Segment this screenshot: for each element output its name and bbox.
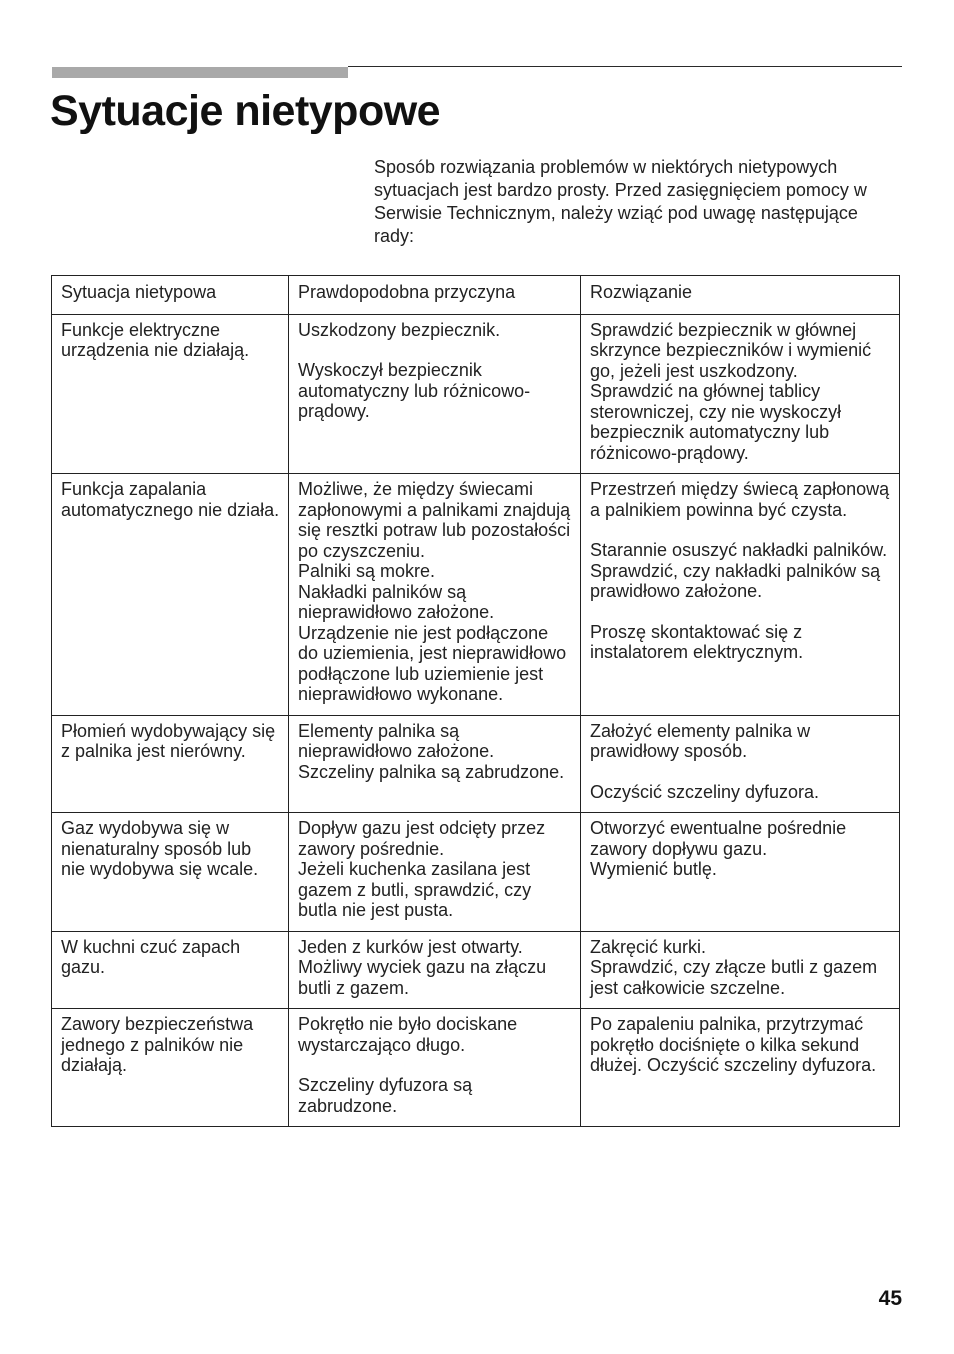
table-header-row <box>52 276 900 315</box>
cause-text: Elementy palnika są nieprawidłowo założone. <box>298 720 495 761</box>
cause-paragraph <box>298 479 572 705</box>
table-row <box>52 474 900 716</box>
cause-text: Uszkodzony bezpiecznik. <box>298 319 501 340</box>
solution-text: Zakręcić kurki. <box>590 936 707 957</box>
page-title: Sytuacje nietypowe <box>50 87 441 135</box>
cause-text: Wyskoczył bezpiecznik automatyczny lub różnicowo-prądowy. <box>298 360 531 421</box>
solution-text: Sprawdzić na głównej tablicy sterowniczej, czy nie wyskoczył bezpiecznik automatyczny lub różnicowo-prądowy. <box>590 381 842 463</box>
troubleshooting-table <box>51 275 900 1127</box>
cause-paragraph <box>298 1014 572 1055</box>
cause-paragraph <box>298 320 572 341</box>
cause-text: Urządzenie nie jest podłączone do uziemienia, jest nieprawidłowo podłączone lub uziemienie jest nieprawidłowo wykonane. <box>298 622 567 704</box>
solution-paragraph <box>590 818 891 880</box>
cause-text: Szczeliny palnika są zabrudzone. <box>298 761 565 782</box>
situation-cell <box>52 1009 289 1127</box>
cause-text: Jeden z kurków jest otwarty. <box>298 936 523 957</box>
cause-cell <box>289 931 581 1009</box>
solution-text: Sprawdzić, czy nakładki palników są prawidłowo założone. <box>590 560 881 601</box>
table-row <box>52 931 900 1009</box>
situation-cell <box>52 931 289 1009</box>
page-number: 45 <box>878 1287 902 1310</box>
solution-cell <box>581 931 900 1009</box>
solution-paragraph <box>590 721 891 762</box>
header-rule-accent <box>52 67 348 78</box>
cause-paragraph <box>298 818 572 921</box>
situation-cell <box>52 474 289 716</box>
solution-paragraph <box>590 479 891 520</box>
cause-paragraph <box>298 1075 572 1116</box>
solution-paragraph <box>590 622 891 663</box>
solution-text: Przestrzeń między świecą zapłonową a palnikiem powinna być czysta. <box>590 479 890 520</box>
cause-text: Dopływ gazu jest odcięty przez zawory pośrednie. <box>298 818 546 859</box>
solution-cell <box>581 474 900 716</box>
cause-text: Nakładki palników są nieprawidłowo założone. <box>298 581 495 622</box>
situation-text: Funkcje elektryczne urządzenia nie działają. <box>61 319 250 360</box>
column-header-cause: Prawdopodobna przyczyna <box>289 276 581 315</box>
solution-text: Sprawdzić, czy złącze butli z gazem jest całkowicie szczelne. <box>590 957 878 998</box>
cause-cell <box>289 474 581 716</box>
cause-paragraph <box>298 360 572 422</box>
table-body <box>52 314 900 1127</box>
cause-text: Palniki są mokre. <box>298 561 436 581</box>
cause-cell <box>289 1009 581 1127</box>
situation-text: Funkcja zapalania automatycznego nie działa. <box>61 479 280 520</box>
cause-text: Pokrętło nie było dociskane wystarczająco długo. <box>298 1014 518 1055</box>
cause-cell <box>289 715 581 813</box>
situation-cell <box>52 715 289 813</box>
solution-cell <box>581 314 900 474</box>
cause-text: Jeżeli kuchenka zasilana jest gazem z butli, sprawdzić, czy butla nie jest pusta. <box>298 859 532 920</box>
situation-cell <box>52 314 289 474</box>
solution-cell <box>581 715 900 813</box>
solution-cell <box>581 813 900 932</box>
situation-text: Zawory bezpieczeństwa jednego z palników nie działają. <box>61 1014 254 1075</box>
cause-cell <box>289 813 581 932</box>
column-header-situation: Sytuacja nietypowa <box>52 276 289 315</box>
solution-paragraph <box>590 937 891 999</box>
cause-text: Możliwy wyciek gazu na złączu butli z gazem. <box>298 957 547 998</box>
column-header-solution: Rozwiązanie <box>581 276 900 315</box>
solution-text: Proszę skontaktować się z instalatorem elektrycznym. <box>590 621 804 662</box>
solution-paragraph <box>590 540 891 602</box>
solution-text: Otworzyć ewentualne pośrednie zawory dopływu gazu. <box>590 818 847 859</box>
cause-paragraph <box>298 721 572 783</box>
header-rule <box>348 66 902 67</box>
cause-text: Szczeliny dyfuzora są zabrudzone. <box>298 1075 473 1116</box>
situation-text: W kuchni czuć zapach gazu. <box>61 936 241 977</box>
table-row <box>52 813 900 932</box>
table-row <box>52 1009 900 1127</box>
solution-cell <box>581 1009 900 1127</box>
situation-cell <box>52 813 289 932</box>
solution-text: Założyć elementy palnika w prawidłowy sposób. <box>590 720 811 761</box>
solution-text: Sprawdzić bezpiecznik w głównej skrzynce bezpieczników i wymienić go, jeżeli jest uszkodzony. <box>590 319 872 381</box>
table-row <box>52 314 900 474</box>
solution-paragraph <box>590 320 891 464</box>
situation-text: Gaz wydobywa się w nienaturalny sposób lub nie wydobywa się wcale. <box>61 818 259 879</box>
solution-text: Wymienić butlę. <box>590 859 717 879</box>
solution-paragraph <box>590 782 891 803</box>
solution-text: Po zapaleniu palnika, przytrzymać pokrętło dociśnięte o kilka sekund dłużej. Oczyścić szczeliny dyfuzora. <box>590 1014 877 1075</box>
cause-cell <box>289 314 581 474</box>
cause-paragraph <box>298 937 572 999</box>
solution-text: Starannie osuszyć nakładki palników. <box>590 540 888 560</box>
cause-text: Możliwe, że między świecami zapłonowymi a palnikami znajdują się resztki potraw lub pozostałości po czyszczeniu. <box>298 479 571 561</box>
table-row <box>52 715 900 813</box>
solution-paragraph <box>590 1014 891 1076</box>
situation-text: Płomień wydobywający się z palnika jest nierówny. <box>61 720 276 761</box>
intro-paragraph: Sposób rozwiązania problemów w niektórych nietypowych sytuacjach jest bardzo prosty. Przed zasięgnięciem pomocy w Serwisie Technicznym, należy wziąć pod uwagę następujące rady: <box>374 157 867 246</box>
solution-text: Oczyścić szczeliny dyfuzora. <box>590 781 820 802</box>
